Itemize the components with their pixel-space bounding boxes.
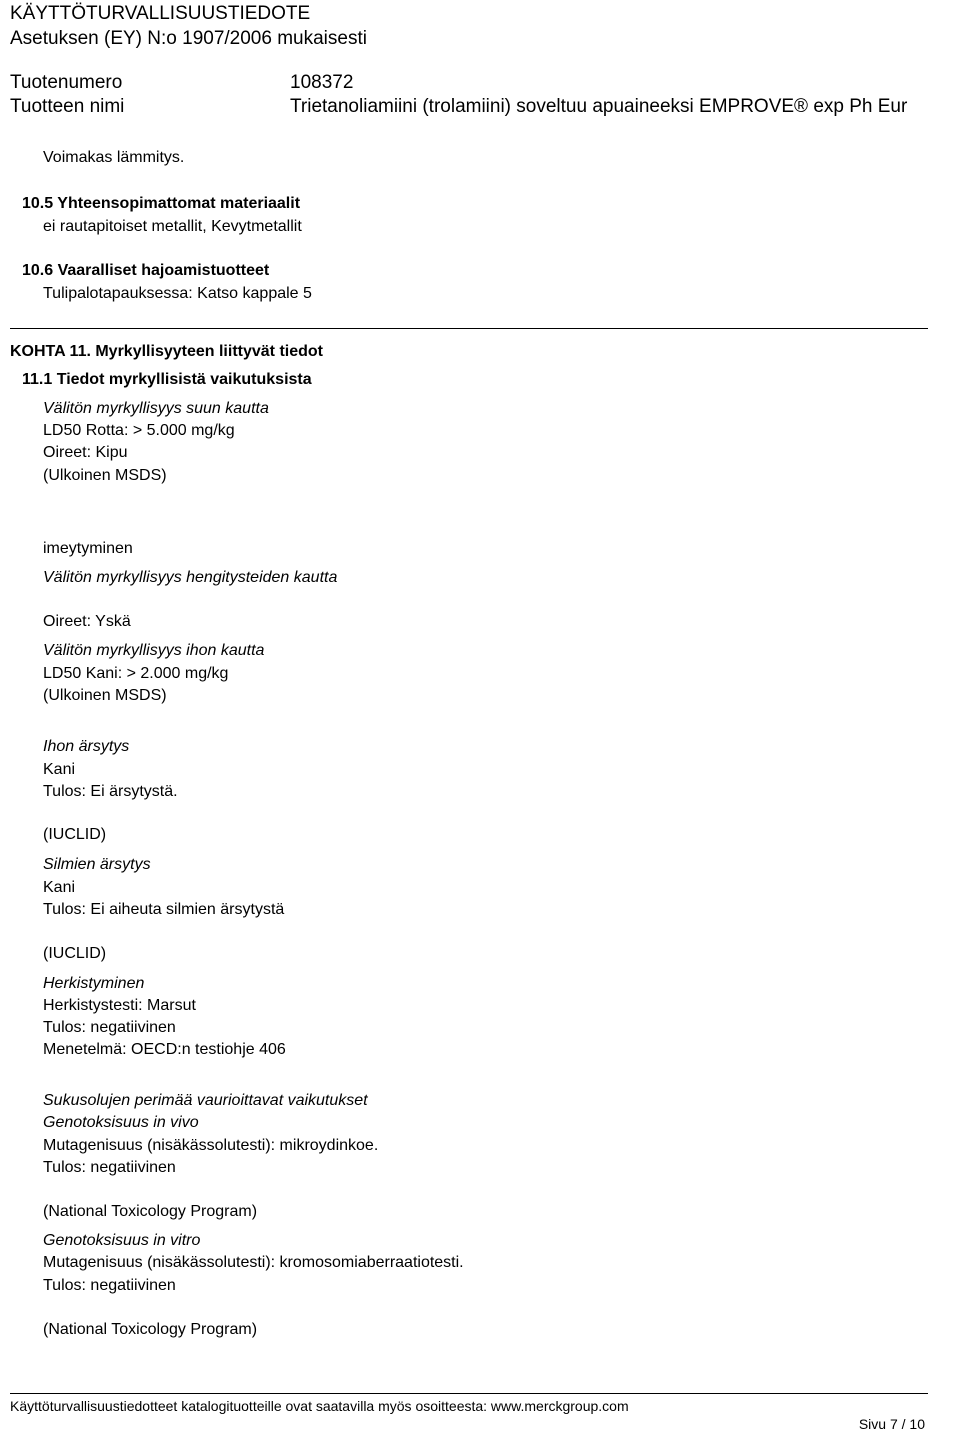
- germ-cell-heading: Sukusolujen perimää vaurioittavat vaikutukset: [43, 1092, 368, 1109]
- product-number-label: Tuotenumero: [10, 72, 123, 93]
- in-vitro-result: Tulos: negatiivinen: [43, 1277, 176, 1294]
- section-11-1-heading: 11.1 Tiedot myrkyllisistä vaikutuksista: [22, 371, 312, 388]
- section-10-5-text: ei rautapitoiset metallit, Kevytmetallit: [43, 218, 302, 235]
- in-vitro-test: Mutagenisuus (nisäkässolutesti): kromosomiaberraatiotesti.: [43, 1254, 464, 1271]
- in-vivo-source: (National Toxicology Program): [43, 1203, 258, 1220]
- genotoxicity-in-vitro-heading: Genotoksisuus in vitro: [43, 1232, 201, 1249]
- sensitization-heading: Herkistyminen: [43, 975, 145, 992]
- sensitization-test: Herkistystesti: Marsut: [43, 997, 196, 1014]
- product-name-label: Tuotteen nimi: [10, 96, 125, 117]
- section-11-heading: KOHTA 11. Myrkyllisyyteen liittyvät tiedot: [10, 343, 323, 360]
- dermal-ld50: LD50 Kani: > 2.000 mg/kg: [43, 665, 229, 682]
- eye-irritation-heading: Silmien ärsytys: [43, 856, 151, 873]
- product-number-value: 108372: [290, 72, 354, 93]
- product-name-value: Trietanoliamiini (trolamiini) soveltuu apuaineeksi EMPROVE® exp Ph Eur: [290, 96, 908, 117]
- heating-line: Voimakas lämmitys.: [43, 149, 185, 166]
- page-number: Sivu 7 / 10: [858, 1416, 925, 1432]
- inhalation-toxicity-heading: Välitön myrkyllisyys hengitysteiden kautta: [43, 569, 338, 586]
- footer-availability: Käyttöturvallisuustiedotteet katalogituotteille ovat saatavilla myös osoitteesta: www.merckgroup.com: [10, 1398, 629, 1414]
- absorption-text: imeytyminen: [43, 540, 133, 557]
- skin-result: Tulos: Ei ärsytystä.: [43, 783, 178, 800]
- skin-source: (IUCLID): [43, 826, 107, 843]
- document-title: KÄYTTÖTURVALLISUUSTIEDOTE: [10, 3, 311, 24]
- section-10-6-text: Tulipalotapauksessa: Katso kappale 5: [43, 285, 312, 302]
- in-vivo-result: Tulos: negatiivinen: [43, 1159, 176, 1176]
- eye-source: (IUCLID): [43, 945, 107, 962]
- genotoxicity-in-vivo-heading: Genotoksisuus in vivo: [43, 1114, 199, 1131]
- oral-ld50: LD50 Rotta: > 5.000 mg/kg: [43, 422, 235, 439]
- inhalation-symptoms: Oireet: Yskä: [43, 613, 131, 630]
- dermal-toxicity-heading: Välitön myrkyllisyys ihon kautta: [43, 642, 265, 659]
- oral-symptoms: Oireet: Kipu: [43, 444, 128, 461]
- skin-irritation-heading: Ihon ärsytys: [43, 738, 130, 755]
- section-divider: [10, 328, 928, 329]
- in-vivo-test: Mutagenisuus (nisäkässolutesti): mikroydinkoe.: [43, 1137, 379, 1154]
- eye-result: Tulos: Ei aiheuta silmien ärsytystä: [43, 901, 285, 918]
- sensitization-result: Tulos: negatiivinen: [43, 1019, 176, 1036]
- dermal-source: (Ulkoinen MSDS): [43, 687, 167, 704]
- in-vitro-source: (National Toxicology Program): [43, 1321, 258, 1338]
- footer-divider: [10, 1393, 928, 1394]
- section-10-6-heading: 10.6 Vaaralliset hajoamistuotteet: [22, 262, 270, 279]
- skin-species: Kani: [43, 761, 76, 778]
- eye-species: Kani: [43, 879, 76, 896]
- section-10-5-heading: 10.5 Yhteensopimattomat materiaalit: [22, 195, 301, 212]
- oral-source: (Ulkoinen MSDS): [43, 467, 167, 484]
- oral-toxicity-heading: Välitön myrkyllisyys suun kautta: [43, 400, 269, 417]
- sensitization-method: Menetelmä: OECD:n testiohje 406: [43, 1041, 286, 1058]
- regulation-line: Asetuksen (EY) N:o 1907/2006 mukaisesti: [10, 28, 367, 49]
